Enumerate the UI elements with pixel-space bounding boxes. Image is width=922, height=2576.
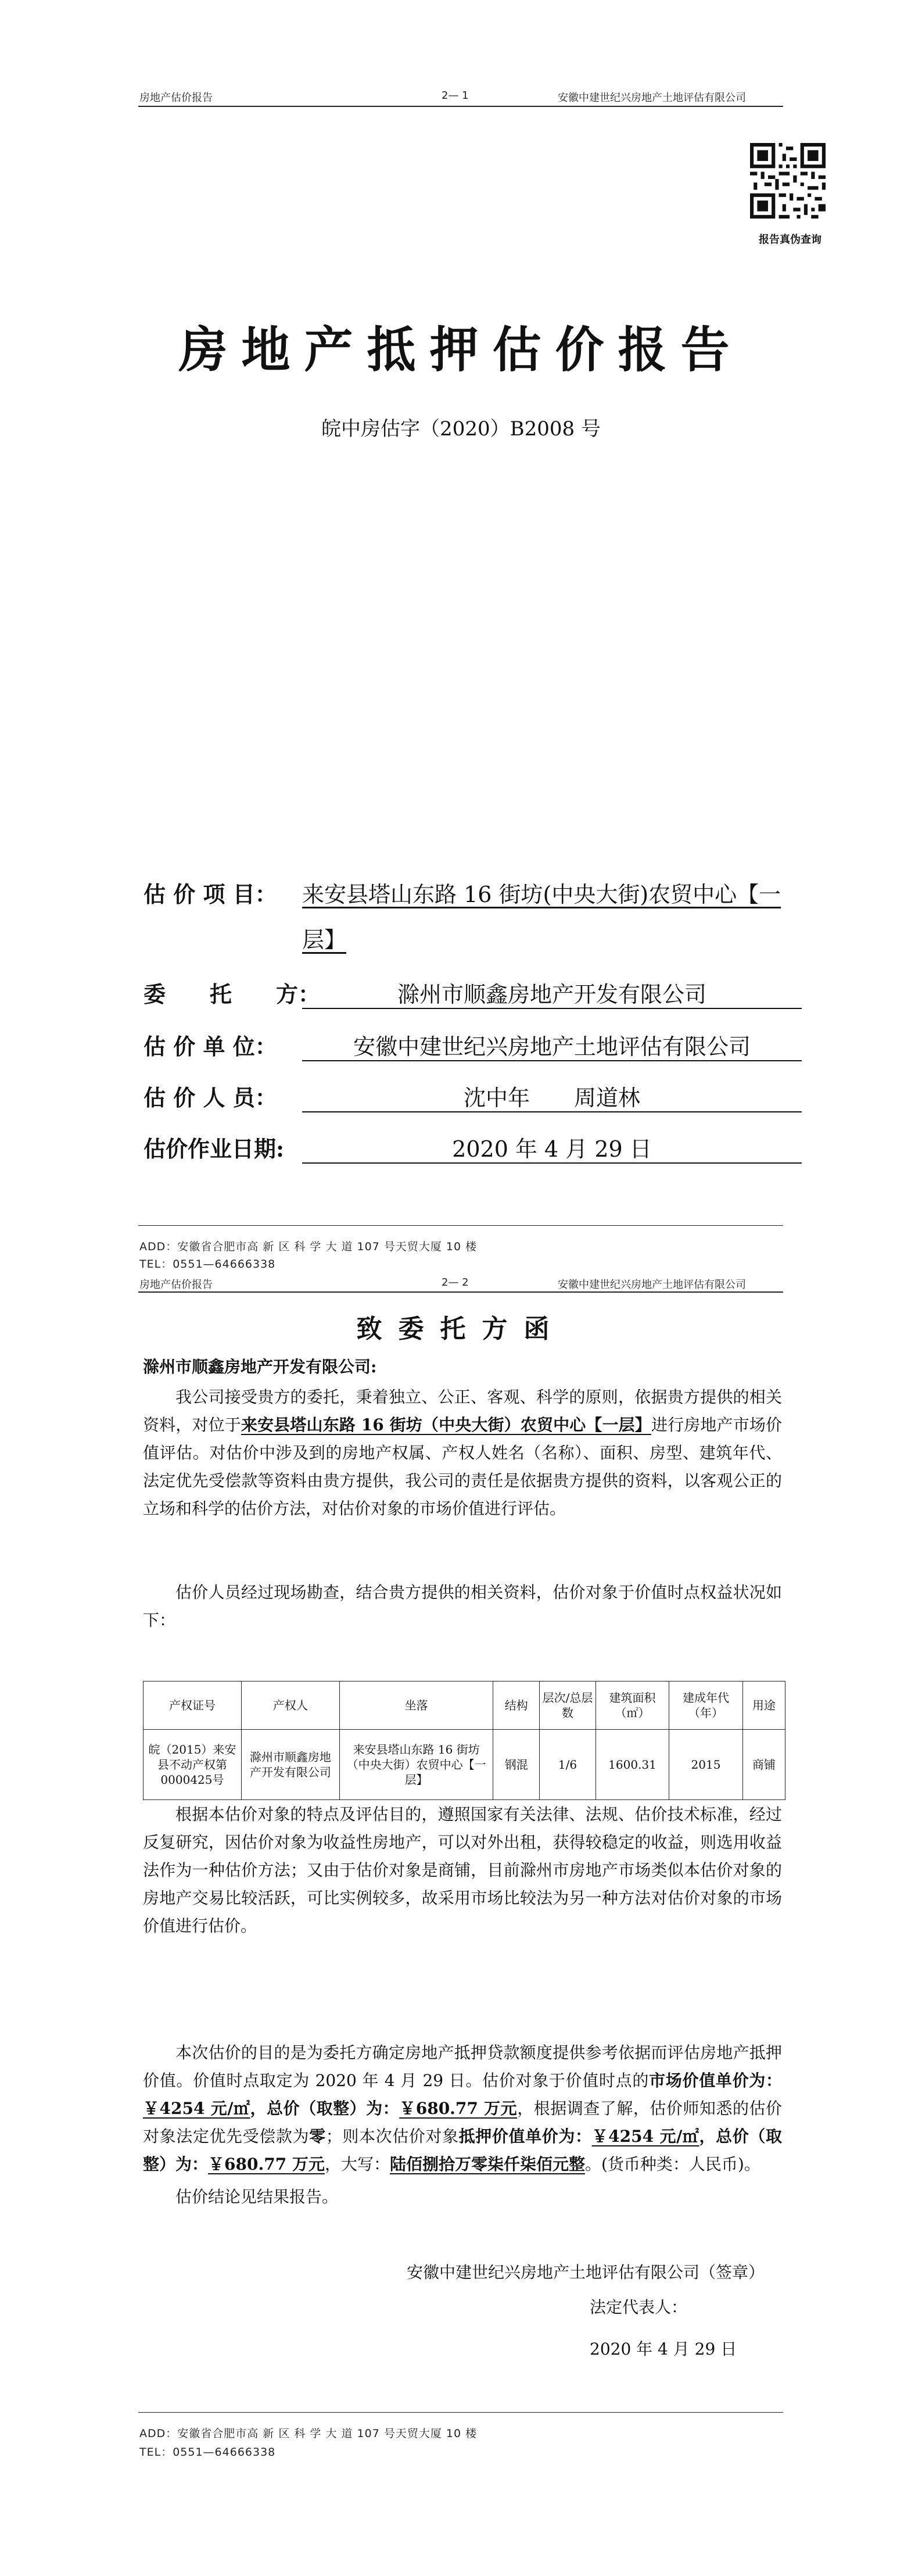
cell-owner: 滁州市顺鑫房地产开发有限公司	[241, 1730, 339, 1800]
field-value-project-cont: 层】	[302, 927, 347, 953]
paragraph-3: 根据本估价对象的特点及评估目的，遵照国家有关法律、法规、估价技术标准，经过反复研究，因估价对象为收益性房地产，可以对外出租，获得较稳定的收益，则选用收益法作为一种估价方法；又由于估价对象是商铺，目前滁州市房地产市场类似本估价对象的房地产交易比较活跃，可比实例较多，故采用市场比较法为另一种方法对估价对象的市场价值进行估价。	[143, 1805, 782, 1935]
table-row	[143, 1730, 785, 1800]
table-header-row	[143, 1681, 785, 1730]
cell-floor: 1/6	[540, 1730, 596, 1800]
report-title: 房地产抵押估价报告	[178, 321, 744, 378]
field-label-project: 估 价 项 目：	[143, 881, 277, 907]
table-header: 建成年代（年）	[669, 1681, 742, 1730]
field-label-date: 估价作业日期:	[143, 1136, 285, 1162]
header-rule	[138, 1291, 783, 1293]
field-value-appraisers: 沈中年 周道林	[463, 1085, 640, 1111]
table-header: 产权人	[241, 1681, 339, 1730]
priority-claim: 零	[309, 2127, 326, 2146]
header-right: 安徽中建世纪兴房地产土地评估有限公司	[558, 92, 746, 104]
field-label-client: 委 托 方：	[143, 981, 321, 1007]
footer-rule	[138, 2412, 783, 2413]
field-value-date: 2020 年 4 月 29 日	[452, 1136, 652, 1162]
property-address: 来安县塔山东路 16 街坊（中央大街）农贸中心【一层】	[241, 1415, 651, 1434]
field-value-project: 来安县塔山东路 16 街坊(中央大街)农贸中心【一	[302, 882, 781, 907]
footer-address: ADD：安徽省合肥市高 新 区 科 学 大 道 107 号天贸大厦 10 楼	[139, 2427, 478, 2440]
cell-structure: 钢混	[493, 1730, 540, 1800]
footer-tel: TEL：0551—64666338	[139, 1258, 276, 1271]
header-page-number: 2— 2	[442, 1276, 469, 1289]
table-header: 产权证号	[143, 1681, 242, 1730]
field-rule-appraiser-firm	[302, 1060, 802, 1061]
field-rule-appraisers	[302, 1111, 802, 1112]
letter-date: 2020 年 4 月 29 日	[590, 2339, 737, 2359]
cell-usage: 商铺	[742, 1730, 785, 1800]
mortgage-unit-price: ￥4254 元/㎡	[591, 2127, 699, 2146]
table-header: 坐落	[339, 1681, 493, 1730]
market-unit-price: ￥4254 元/㎡	[143, 2099, 250, 2118]
cell-area: 1600.31	[595, 1730, 669, 1800]
table-header: 层次/总层数	[540, 1681, 596, 1730]
total-in-words: 陆佰捌拾万零柒仟柒佰元整	[389, 2155, 585, 2174]
paragraph-4: 本次估价的目的是为委托方确定房地产抵押贷款额度提供参考依据而评估房地产抵押价值。价值时点取定为 2020 年 4 月 29 日。估价对象于价值时点的市场价值单价为：￥4254 元/㎡，总价（取整）为：￥680.77 万元，根据调查了解，估价师知悉的估价对象法定优先受偿款为零；则本次估价对象抵押价值单价为：￥4254 元/㎡，总价（取整）为：￥680.77 万元，大写：陆佰捌拾万零柒仟柒佰元整。(货币种类：人民币)。	[143, 2043, 782, 2174]
table-header: 用途	[742, 1681, 785, 1730]
mortgage-total-price: ￥680.77 万元	[208, 2155, 325, 2174]
footer-address: ADD：安徽省合肥市高 新 区 科 学 大 道 107 号天贸大厦 10 楼	[139, 1240, 478, 1253]
qr-caption: 报告真伪查询	[759, 234, 821, 246]
paragraph-2: 估价人员经过现场勘查，结合贵方提供的相关资料，估价对象于价值时点权益状况如下：	[143, 1583, 782, 1630]
legal-representative: 法定代表人：	[590, 2298, 688, 2317]
cell-cert-no: 皖（2015）来安县不动产权第0000425号	[143, 1730, 242, 1800]
field-label-appraisers: 估 价 人 员：	[143, 1085, 277, 1111]
property-table	[143, 1681, 785, 1800]
footer-tel: TEL：0551—64666338	[139, 2446, 276, 2459]
paragraph-5: 估价结论见结果报告。	[175, 2187, 339, 2206]
field-rule-client	[302, 1008, 802, 1009]
table-header: 建筑面积（㎡）	[595, 1681, 669, 1730]
field-value-appraiser-firm: 安徽中建世纪兴房地产土地评估有限公司	[353, 1034, 751, 1060]
qr-code-icon[interactable]	[750, 143, 826, 219]
report-number: 皖中房估字（2020）B2008 号	[321, 417, 601, 441]
cell-location: 来安县塔山东路 16 街坊（中央大街）农贸中心【一层】	[339, 1730, 493, 1800]
field-rule-date	[302, 1162, 802, 1164]
letter-addressee: 滁州市顺鑫房地产开发有限公司:	[143, 1357, 377, 1376]
cell-year: 2015	[669, 1730, 742, 1800]
letter-title: 致委托方函	[356, 1314, 566, 1344]
field-label-appraiser-firm: 估 价 单 位：	[143, 1033, 277, 1060]
footer-rule	[138, 1225, 783, 1226]
header-page-number: 2— 1	[442, 90, 469, 102]
header-right: 安徽中建世纪兴房地产土地评估有限公司	[558, 1279, 746, 1291]
market-total-price: ￥680.77 万元	[399, 2099, 518, 2118]
company-signature: 安徽中建世纪兴房地产土地评估有限公司（签章）	[407, 2263, 765, 2282]
table-header: 结构	[493, 1681, 540, 1730]
header-rule	[138, 106, 783, 107]
field-value-client: 滁州市顺鑫房地产开发有限公司	[397, 982, 706, 1007]
header-left: 房地产估价报告	[139, 1279, 213, 1291]
header-left: 房地产估价报告	[139, 92, 213, 104]
paragraph-1: 我公司接受贵方的委托，秉着独立、公正、客观、科学的原则，依据贵方提供的相关资料，对位于来安县塔山东路 16 街坊（中央大街）农贸中心【一层】进行房地产市场价值评估。对估价中涉及到的房地产权属、产权人姓名（名称）、面积、房型、建筑年代、法定优先受偿款等资料由贵方提供，我公司的责任是依据贵方提供的资料，以客观公正的立场和科学的估价方法，对估价对象的市场价值进行评估。	[143, 1387, 782, 1518]
